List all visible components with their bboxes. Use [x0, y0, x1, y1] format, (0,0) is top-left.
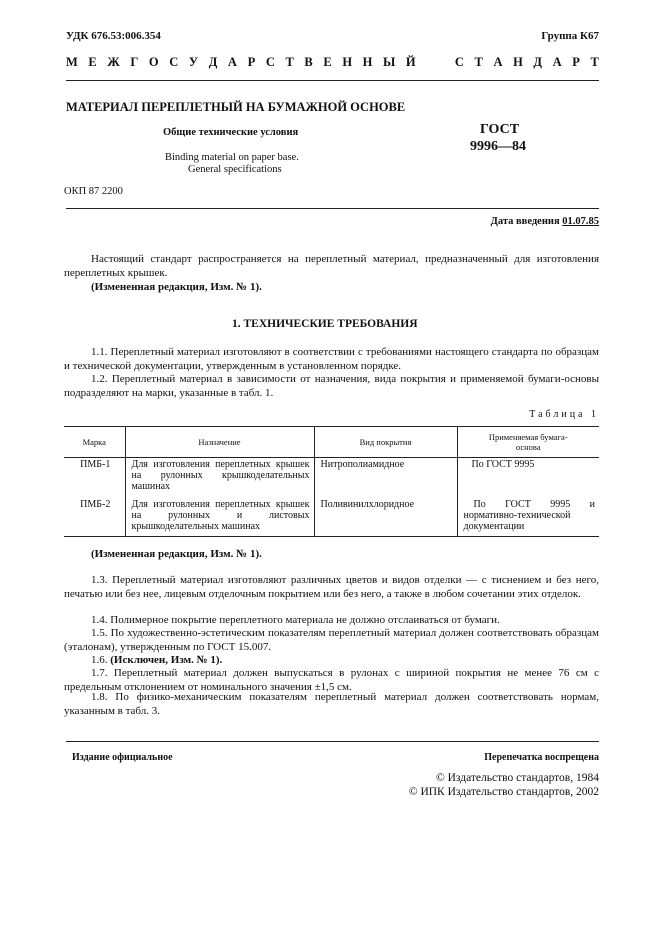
banner-letter: Т [474, 55, 483, 69]
table-header-row [64, 427, 599, 458]
clause-1-6-number: 1.6. [91, 654, 111, 666]
date-value: 01.07.85 [562, 216, 599, 227]
clause-1-6-text: (Исключен, Изм. № 1). [110, 654, 223, 666]
clause-1-6 [64, 654, 599, 668]
clause-1-3: 1.3. Переплетный материал изготовляют различных цветов и видов отделки — с тиснением и без него, печатью или без нее, лицевым отделочным покрытием или без него, а также в любом сочетании этих отделок. [64, 574, 599, 600]
header-naznachenie: Назначение [125, 427, 314, 458]
banner-letter: В [304, 55, 313, 69]
banner-letter: Т [590, 55, 599, 69]
group-code: Группа К67 [541, 30, 599, 42]
section-heading: 1. ТЕХНИЧЕСКИЕ ТРЕБОВАНИЯ [232, 318, 418, 330]
banner-letter: Е [88, 55, 97, 69]
banner-rule [66, 80, 599, 81]
banner-letter: Е [323, 55, 332, 69]
clause-1-4: 1.4. Полимерное покрытие переплетного материала не должно отслаиваться от бумаги. [91, 614, 500, 626]
cell-vid-pokrytiya: Нитрополиамидное [314, 458, 457, 499]
english-title-line2: General specifications [188, 164, 282, 175]
clause-1-1: 1.1. Переплетный материал изготовляют в соответствии с требованиями настоящего стандарта по образцам и технической документации, утвержденным в установленном порядке. [64, 346, 599, 372]
clause-1-5: 1.5. По художественно-эстетическим показателям переплетный материал должен соответствовать образцам (эталонам), утвержденным по ГОСТ 15.007. [64, 627, 599, 653]
cell-vid-pokrytiya: Поливинилхлоридное [314, 498, 457, 537]
clause-1-7: 1.7. Переплетный материал должен выпускаться в рулонах с шириной покрытия не менее 76 см с предельным отклонением от номинального значения ±1,5 см. [64, 667, 599, 693]
banner-letter: Р [572, 55, 580, 69]
header-vid-pokrytiya: Вид покрытия [314, 427, 457, 458]
intro-paragraph: Настоящий стандарт распространяется на переплетный материал, предназначенный для изготовления переплетных крышек. [64, 253, 599, 279]
cell-marka: ПМБ-1 [80, 459, 111, 470]
gost-label: ГОСТ [480, 122, 520, 137]
document-title: МАТЕРИАЛ ПЕРЕПЛЕТНЫЙ НА БУМАЖНОЙ ОСНОВЕ [66, 100, 406, 114]
banner-letter: М [66, 55, 78, 69]
banner-letter: Н [362, 55, 373, 69]
banner-letter: Ж [107, 55, 120, 69]
banner-letter: С [454, 55, 464, 69]
cell-naznachenie: Для изготовления переплетных крышек на рулонных и листовых крышкоделательных машинах [125, 498, 314, 537]
document-subtitle: Общие технические условия [163, 127, 299, 138]
banner-letter: А [227, 55, 237, 69]
table-row [64, 498, 599, 537]
reprint-prohibited: Перепечатка воспрещена [484, 752, 599, 763]
table-label: Таблица 1 [529, 409, 599, 420]
english-title-line1: Binding material on paper base. [165, 152, 299, 163]
gost-number: 9996—84 [470, 139, 526, 154]
okp-code: ОКП 87 2200 [64, 186, 123, 197]
banner-letter: Т [285, 55, 294, 69]
banner-letter: А [552, 55, 562, 69]
cell-naznachenie: Для изготовления переплетных крышек на рулонных крышкоделательных машинах [125, 458, 314, 499]
standard-banner [66, 55, 599, 70]
date-label: Дата введения [490, 216, 563, 227]
table-amendment: (Измененная редакция, Изм. № 1). [91, 548, 262, 560]
banner-letter: О [148, 55, 159, 69]
clause-1-8: 1.8. По физико-механическим показателям переплетный материал должен соответствовать нормам, указанным в табл. 3. [64, 691, 599, 717]
banner-letter: У [188, 55, 199, 69]
table-1 [64, 426, 599, 537]
official-edition: Издание официальное [72, 752, 173, 763]
header-bumaga-osnova: Применяемая бумага-основа [457, 427, 599, 458]
banner-letter: А [493, 55, 503, 69]
banner-letter: Д [533, 55, 543, 69]
cell-marka: ПМБ-2 [64, 498, 125, 537]
banner-letter: Д [208, 55, 218, 69]
banner-letter: Н [342, 55, 353, 69]
cell-bumaga-osnova: По ГОСТ 9995 и нормативно-технической документации [457, 498, 599, 537]
udk-code: УДК 676.53:006.354 [66, 30, 161, 42]
footer-rule [66, 741, 599, 742]
intro-amendment: (Измененная редакция, Изм. № 1). [91, 281, 262, 293]
banner-letter: Г [130, 55, 139, 69]
cell-bumaga-osnova: По ГОСТ 9995 [457, 458, 599, 499]
copyright-2002: © ИПК Издательство стандартов, 2002 [408, 786, 599, 798]
banner-letter: Й [405, 55, 416, 69]
header-rule [66, 208, 599, 209]
banner-letter: Р [247, 55, 256, 69]
banner-letter: С [265, 55, 275, 69]
banner-letter: С [169, 55, 179, 69]
clause-1-2: 1.2. Переплетный материал в зависимости от назначения, вида покрытия и применяемой бумаги-основы подразделяют на марки, указанные в табл. 1. [64, 373, 599, 399]
effective-date [491, 216, 599, 227]
header-marka: Марка [64, 427, 125, 458]
banner-letter: Н [513, 55, 523, 69]
banner-letter: Ы [383, 55, 396, 69]
copyright-1984: © Издательство стандартов, 1984 [435, 772, 599, 784]
table-row [64, 458, 599, 499]
